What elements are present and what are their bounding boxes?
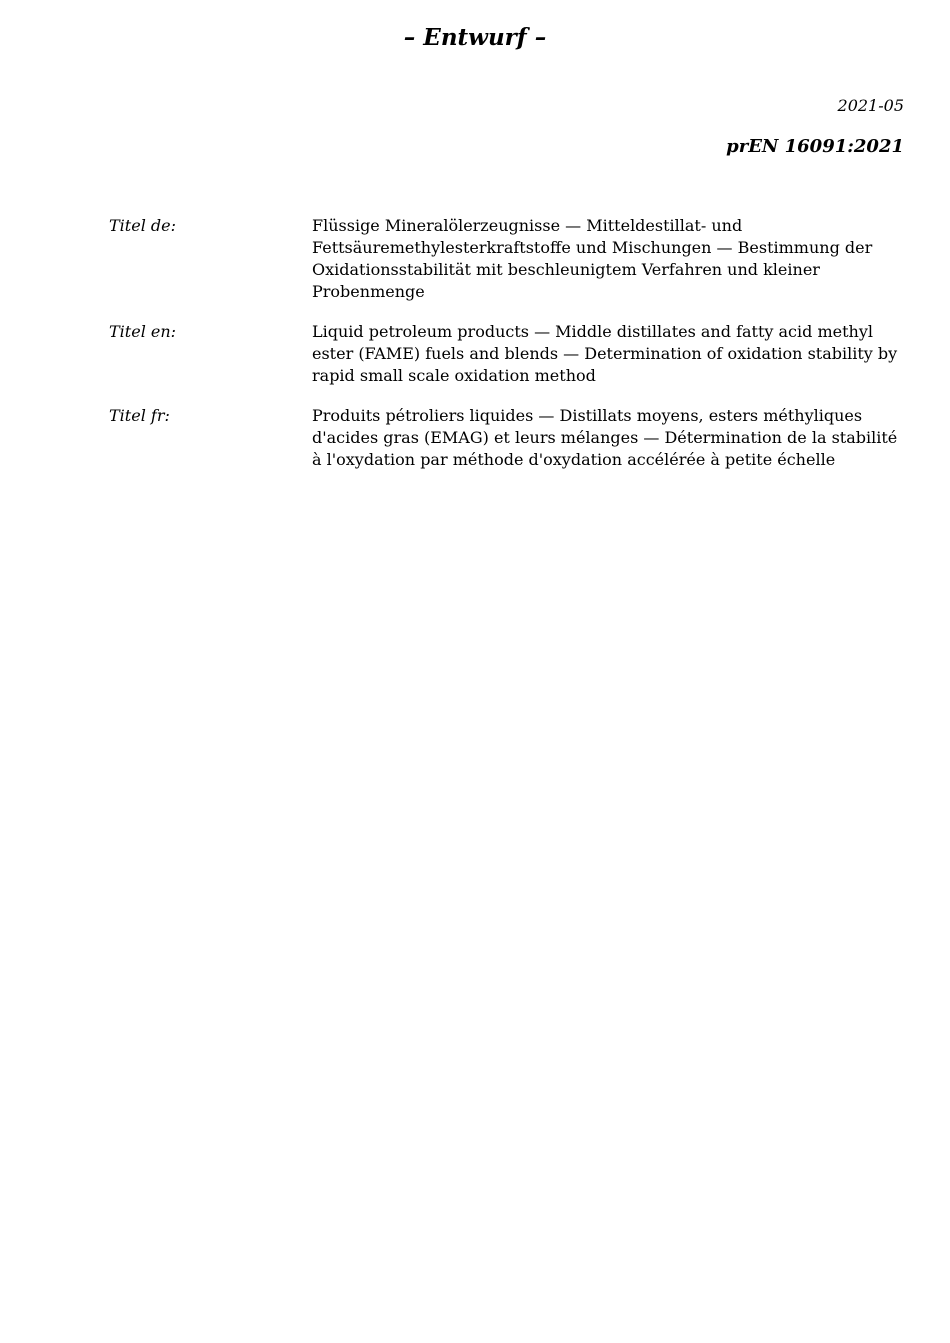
title-label-fr: Titel fr:: [109, 406, 170, 425]
title-row-en: [109, 321, 905, 387]
title-row-fr: [109, 405, 905, 471]
document-id: prEN 16091:2021: [726, 136, 904, 157]
title-row-de: [109, 215, 905, 303]
title-text-de: Flüssige Mineralölerzeugnisse — Mitteldestillat- und Fettsäuremethylesterkraftstoffe und Mischungen — Bestimmung der Oxidationsstabilität mit beschleunigtem Verfahren und kleiner Probenmenge: [312, 216, 873, 301]
draft-label: – Entwurf –: [403, 24, 547, 51]
title-label-de: Titel de:: [109, 216, 176, 235]
title-text-fr: Produits pétroliers liquides — Distillats moyens, esters méthyliques d'acides gras (EMAG) et leurs mélanges — Détermination de la stabilité à l'oxydation par méthode d'oxydation accélérée à petite échelle: [312, 406, 898, 469]
document-date: 2021-05: [837, 96, 904, 115]
title-table: [109, 215, 905, 489]
title-text-en: Liquid petroleum products — Middle distillates and fatty acid methyl ester (FAME) fuels and blends — Determination of oxidation stability by rapid small scale oxidation method: [312, 322, 898, 385]
title-label-en: Titel en:: [109, 322, 177, 341]
